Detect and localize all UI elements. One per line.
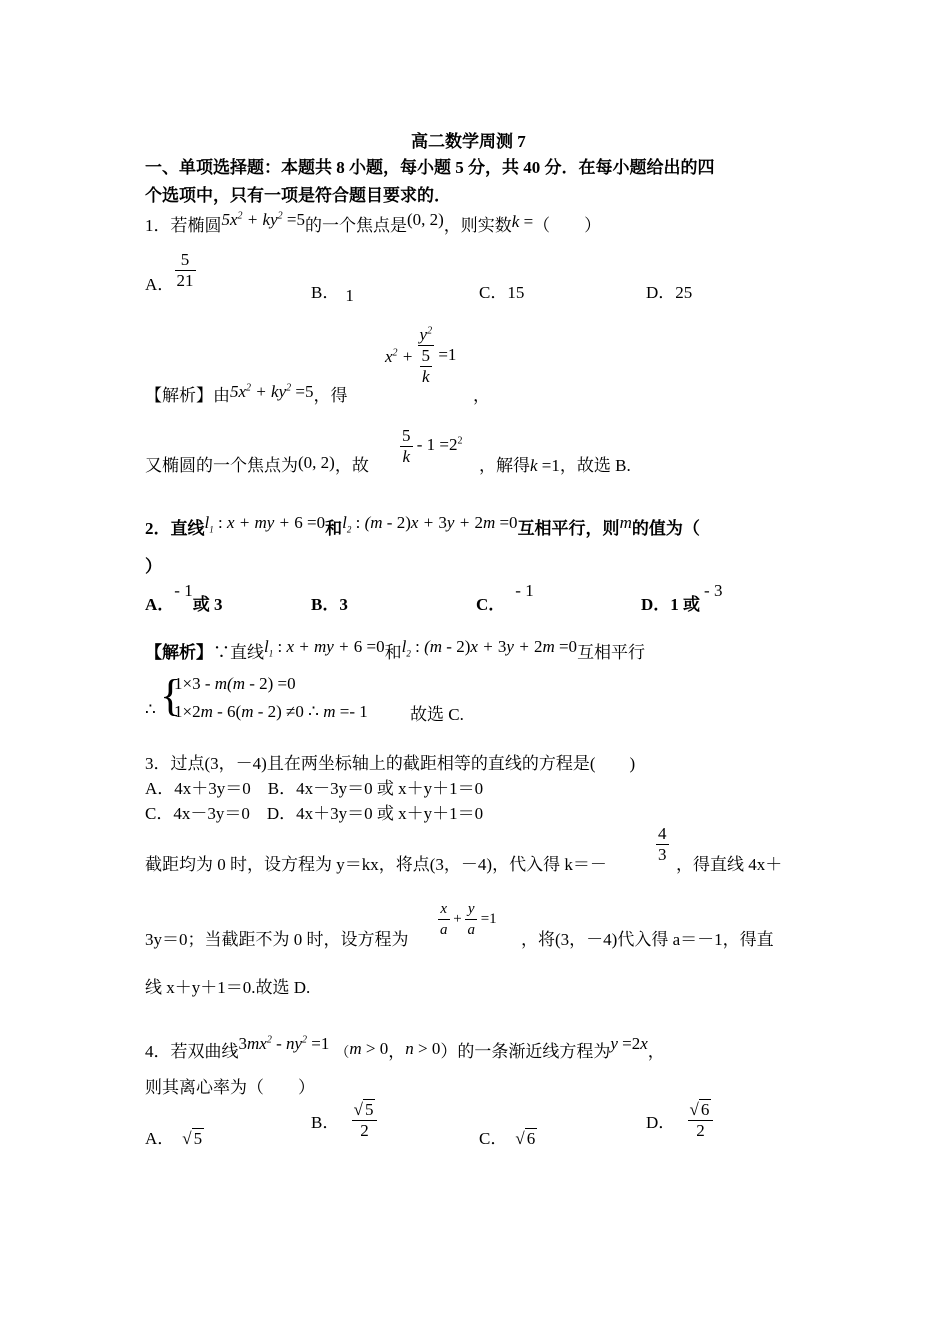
q1-option-a-num: 5 bbox=[175, 250, 196, 271]
q3-options-cd: C．4x－3y＝0 D．4x＋3y＝0 或 x＋y＋1＝0 bbox=[145, 804, 484, 823]
q1-solution-point: (0, 2) bbox=[298, 453, 335, 472]
q2-line1-equation: $l_1$ : x + my + 6 =0 bbox=[204, 513, 326, 535]
q2-option-d-value: - 3 bbox=[704, 581, 723, 600]
q3-options-ab: A．4x＋3y＝0 B．4x－3y＝0 或 x＋y＋1＝0 bbox=[145, 779, 484, 798]
q1-solution-line2 bbox=[145, 451, 369, 476]
q1-option-b-label: B． bbox=[311, 283, 340, 302]
q2-option-a-label: A． bbox=[145, 595, 175, 614]
q3-solution-line2-b: ，将(3，－4)代入得 a＝－1，得直 bbox=[521, 930, 774, 949]
q1-solution-solve: ，解得 bbox=[479, 456, 530, 475]
q1-option-c: C．15 bbox=[479, 283, 525, 302]
q4-option-b bbox=[311, 1100, 377, 1141]
q4-option-c-value: √ 6 bbox=[515, 1129, 536, 1148]
q2-option-a-tail: 或 3 bbox=[192, 595, 223, 614]
q3-solution-line2-a: 3y＝0；当截距不为 0 时，设方程为 bbox=[145, 930, 409, 949]
q4-end: ， bbox=[647, 1042, 665, 1061]
q1-solution-relation: $\frac{5}{k}$ - $1 =2^2$ bbox=[402, 426, 463, 466]
q1-solution-line1 bbox=[145, 381, 347, 406]
q4-option-d bbox=[646, 1100, 713, 1141]
q4-option-a-label: A． bbox=[145, 1129, 175, 1148]
q4-line2: 则其离心率为（ ） bbox=[145, 1078, 315, 1097]
question-4-stem bbox=[145, 1034, 665, 1062]
q2-suffix: 互相平行，则 bbox=[517, 519, 620, 538]
q1-solution-line2-end bbox=[479, 451, 631, 476]
q2-solution-therefore: ∴ bbox=[145, 700, 156, 719]
q1-solution-comma: ， bbox=[473, 386, 490, 405]
q2-option-c-label: C． bbox=[476, 595, 506, 614]
q1-option-d: D．25 bbox=[646, 283, 693, 302]
q1-suffix: ，则实数 bbox=[443, 216, 512, 235]
q4-hyperbola-equation: $3mx^2 - ny^2 =1$ bbox=[238, 1034, 330, 1053]
q1-prefix: 1．若椭圆 bbox=[145, 216, 222, 235]
q3-solution-line1-a: 截距均为 0 时，设方程为 y＝kx，将点(3，－4)，代入得 k＝－ bbox=[145, 855, 607, 874]
q1-solution-line2-mid: ，故 bbox=[334, 456, 369, 475]
q2-option-d-label: D．1 或 bbox=[641, 595, 701, 614]
question-1-stem bbox=[145, 211, 601, 236]
q4-paren-open: （ bbox=[335, 1046, 350, 1061]
q2-solution-end: 故选 C. bbox=[410, 705, 464, 724]
q1-solution-k-value: k =1 bbox=[530, 456, 560, 475]
q2-m-var: m bbox=[619, 513, 632, 532]
q1-k-var: k = bbox=[511, 212, 534, 231]
q1-option-b-value: 1 bbox=[345, 286, 354, 305]
q1-solution-prefix: 【解析】由 bbox=[145, 386, 230, 405]
q2-option-c-value: - 1 bbox=[515, 581, 534, 600]
section-heading-line1: 一、单项选择题：本题共 8 小题，每小题 5 分，共 40 分．在每小题给出的四 bbox=[145, 158, 715, 177]
q2-solution-system-2: 1×2m - 6(m - 2) ≠0 ∴ m =- 1 bbox=[174, 702, 368, 721]
q2-option-a bbox=[145, 581, 223, 615]
q1-option-b bbox=[311, 278, 354, 303]
q1-solution-equation: $5x^2 + ky^2 =5$ bbox=[230, 382, 314, 401]
q4-option-b-value: $\frac{√ 5}{2}$ bbox=[352, 1100, 378, 1141]
q2-solution-line2-eq: $l_2$ : (m - 2)x + 3y + 2m =0 bbox=[401, 637, 578, 659]
q4-option-c-label: C． bbox=[479, 1129, 508, 1148]
q1-tail: （ ） bbox=[533, 216, 602, 235]
q2-solution-line1 bbox=[145, 638, 645, 664]
q4-option-d-value: $\frac{√ 6}{2}$ bbox=[688, 1100, 714, 1141]
q1-solution-mid: ，得 bbox=[313, 386, 348, 405]
q3-solution-line1 bbox=[145, 850, 607, 875]
q4-option-c bbox=[479, 1124, 537, 1149]
q2-prefix: 2．直线 bbox=[145, 519, 205, 538]
q2-and: 和 bbox=[325, 519, 343, 538]
q1-option-a-label: A． bbox=[145, 275, 175, 295]
q2-solution-parallel: 互相平行 bbox=[577, 643, 646, 662]
q1-solution-end: ，故选 B. bbox=[559, 456, 631, 475]
q3-solution-line3: 线 x＋y＋1＝0.故选 D. bbox=[145, 978, 311, 997]
q2-solution-because: ∵直线 bbox=[213, 643, 264, 662]
q1-point: (0, 2) bbox=[406, 210, 444, 229]
q2-solution-system-1: 1×3 - m(m - 2) =0 bbox=[174, 674, 296, 693]
q4-condition-m: m > 0 bbox=[349, 1039, 389, 1058]
q4-paren-close: ）的一条渐近线方程为 bbox=[440, 1042, 611, 1061]
q3-solution-line2 bbox=[145, 925, 409, 950]
q2-option-d bbox=[641, 581, 723, 615]
page-title: 高二数学周测 7 bbox=[411, 132, 526, 151]
q2-solution-and: 和 bbox=[384, 643, 402, 662]
q1-mid: 的一个焦点是 bbox=[304, 216, 407, 235]
q2-tail: 的值为（ bbox=[631, 519, 700, 538]
q3-solution-line1-b: ，得直线 4x＋ bbox=[676, 855, 783, 874]
q3-solution-intercept-eq: $\frac{x}{a}$ + $\frac{y}{a}$ =1 bbox=[440, 901, 497, 938]
q4-asymptote: y =2x bbox=[610, 1034, 648, 1053]
q1-option-a-den: 21 bbox=[176, 271, 194, 290]
q4-option-d-label: D． bbox=[646, 1113, 676, 1133]
q3-solution-fraction: $\frac{4}{3}$ bbox=[658, 824, 667, 864]
q2-option-a-value: - 1 bbox=[174, 581, 193, 600]
q1-option-a bbox=[145, 250, 196, 295]
q4-option-a bbox=[145, 1124, 204, 1149]
q4-comma: ， bbox=[388, 1042, 406, 1061]
q2-option-b: B．3 bbox=[311, 595, 348, 614]
q4-option-a-value: √ 5 bbox=[182, 1129, 203, 1148]
q1-ellipse-equation: $5x^2 + ky^2 =5$ bbox=[221, 210, 305, 229]
q4-condition-n: n > 0 bbox=[405, 1039, 441, 1058]
question-3-stem: 3．过点(3，－4)且在两坐标轴上的截距相等的直线的方程是( ) bbox=[145, 754, 636, 773]
q4-prefix: 4．若双曲线 bbox=[145, 1042, 239, 1061]
q4-option-b-label: B． bbox=[311, 1113, 340, 1133]
q2-option-c bbox=[476, 581, 534, 615]
q2-line2-equation: $l_2$ : (m - 2)x + 3y + 2m =0 bbox=[342, 513, 518, 535]
q2-solution-brace: { bbox=[160, 671, 182, 720]
question-2-stem bbox=[145, 514, 700, 540]
q1-solution-line2-prefix: 又椭圆的一个焦点为 bbox=[145, 456, 298, 475]
q1-solution-standard-form: $x^2$ + $y^2$ 5 k =1 bbox=[385, 325, 457, 386]
q1-option-a-fraction bbox=[175, 250, 196, 291]
section-heading-line2: 个选项中，只有一项是符合题目要求的． bbox=[145, 186, 451, 205]
q2-solution-line1-eq: $l_1$ : x + my + 6 =0 bbox=[264, 637, 385, 659]
q2-close-paren: ） bbox=[145, 557, 162, 576]
q2-solution-prefix: 【解析】 bbox=[145, 643, 213, 662]
